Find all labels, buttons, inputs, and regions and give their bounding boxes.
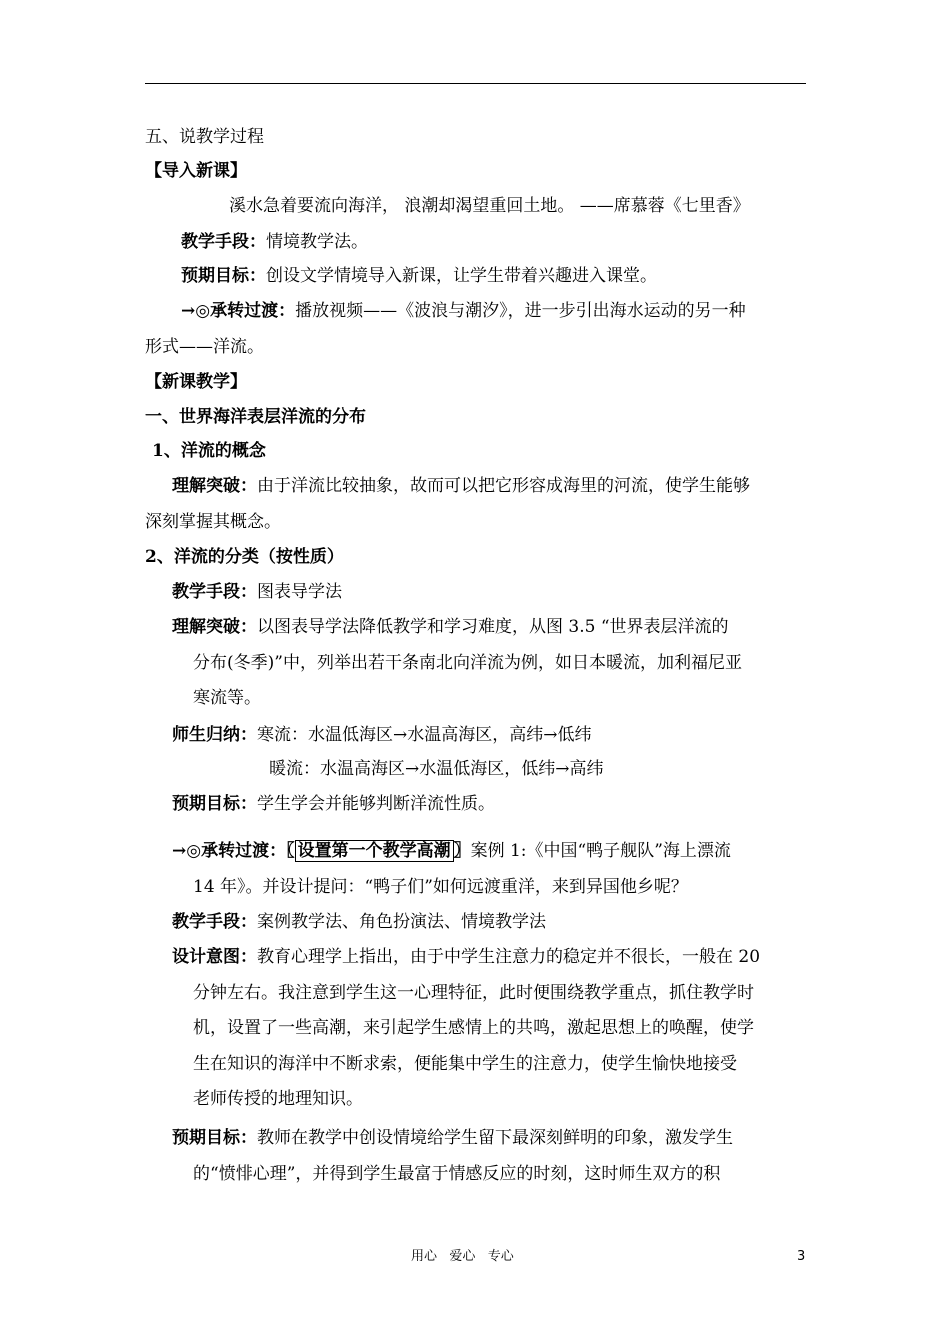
concept-text-2: 深刻掌握其概念。 xyxy=(145,512,281,532)
classify-break-text-2: 分布(冬季)”中，列举出若干条南北向洋流为例，如日本暖流，加利福尼亚 xyxy=(193,653,742,673)
summary-warm: 暖流：水温高海区→水温低海区，低纬→高纬 xyxy=(269,759,604,779)
page-number: 3 xyxy=(797,1249,806,1264)
classify-goal-label: 预期目标： xyxy=(172,794,257,814)
classify-goal-text: 学生学会并能够判断洋流性质。 xyxy=(257,794,495,814)
concept-line xyxy=(172,475,750,497)
design-text: 教育心理学上指出，由于中学生注意力的稳定并不很长，一般在 20 xyxy=(257,947,761,967)
case-goal-text: 教师在教学中创设情境给学生留下最深刻鲜明的印象，激发学生 xyxy=(257,1128,733,1148)
classify-break-label: 理解突破： xyxy=(172,617,257,637)
intro-quote: 溪水急着要流向海洋， 浪潮却渴望重回土地。 ——席慕蓉《七里香》 xyxy=(229,196,750,216)
intro-goal-line xyxy=(181,265,657,287)
case-method-text: 案例教学法、角色扮演法、情境教学法 xyxy=(257,912,546,932)
intro-goal-text: 创设文学情境导入新课，让学生带着兴趣进入课堂。 xyxy=(266,266,657,286)
design-text-4: 生在知识的海洋中不断求索，便能集中学生的注意力，使学生愉快地接受 xyxy=(193,1054,737,1074)
summary-line xyxy=(172,724,592,746)
case-goal-line xyxy=(172,1127,733,1149)
transition2-label: →◎承转过渡： xyxy=(172,841,287,861)
concept-text: 由于洋流比较抽象，故而可以把它形容成海里的河流，使学生能够 xyxy=(257,476,750,496)
transition2-text-2: 14 年》。并设计提问：“鸭子们”如何远渡重洋，来到异国他乡呢？ xyxy=(193,877,688,897)
transition2-bracket-close: 〗 xyxy=(453,841,471,861)
case-goal-label: 预期目标： xyxy=(172,1128,257,1148)
part1-title: 一、世界海洋表层洋流的分布 xyxy=(145,407,366,427)
transition2-bracket-open: 〖 xyxy=(286,841,295,861)
classify-method-label: 教学手段： xyxy=(172,582,257,602)
case-goal-text-2: 的“愤悱心理”，并得到学生最富于情感反应的时刻，这时师生双方的积 xyxy=(193,1164,721,1184)
header-rule xyxy=(145,83,806,84)
concept-label: 理解突破： xyxy=(172,476,257,496)
transition2-boxed-text: 设置第一个教学高潮 xyxy=(295,840,454,862)
intro-transition-text-2: 形式——洋流。 xyxy=(145,337,264,357)
summary-label: 师生归纳： xyxy=(172,725,257,745)
intro-goal-label: 预期目标： xyxy=(181,266,266,286)
footer-motto: 用心 爱心 专心 xyxy=(411,1249,514,1264)
classify-method-text: 图表导学法 xyxy=(257,582,342,602)
transition2-line xyxy=(172,840,731,862)
design-text-3: 机，设置了一些高潮，来引起学生感情上的共鸣，激起思想上的唤醒，使学 xyxy=(193,1018,754,1038)
new-lesson-heading: 【新课教学】 xyxy=(145,372,247,392)
classify-break-text: 以图表导学法降低教学和学习难度，从图 3.5 “世界表层洋流的 xyxy=(257,617,729,637)
classify-goal-line xyxy=(172,793,495,815)
intro-method-line xyxy=(181,231,368,253)
section-title: 五、说教学过程 xyxy=(145,127,264,147)
intro-transition-text: 播放视频——《波浪与潮汐》，进一步引出海水运动的另一种 xyxy=(295,301,746,321)
classify-method-line xyxy=(172,581,342,603)
intro-method-text: 情境教学法。 xyxy=(266,232,368,252)
case-method-label: 教学手段： xyxy=(172,912,257,932)
case-method-line xyxy=(172,911,546,933)
intro-method-label: 教学手段： xyxy=(181,232,266,252)
design-label: 设计意图： xyxy=(172,947,257,967)
concept-title: 1、洋流的概念 xyxy=(152,441,266,461)
classify-break-line xyxy=(172,616,729,638)
classify-title: 2、洋流的分类（按性质） xyxy=(145,547,344,567)
design-line xyxy=(172,946,760,968)
transition2-text: 案例 1:《中国“鸭子舰队”海上漂流 xyxy=(470,841,731,861)
classify-break-text-3: 寒流等。 xyxy=(193,688,261,708)
summary-cold: 寒流：水温低海区→水温高海区，高纬→低纬 xyxy=(257,725,592,745)
intro-transition-label: →◎承转过渡： xyxy=(181,301,296,321)
intro-transition-line xyxy=(181,300,746,322)
design-text-5: 老师传授的地理知识。 xyxy=(193,1089,363,1109)
design-text-2: 分钟左右。我注意到学生这一心理特征，此时便围绕教学重点，抓住教学时 xyxy=(193,983,754,1003)
intro-heading: 【导入新课】 xyxy=(145,161,247,181)
